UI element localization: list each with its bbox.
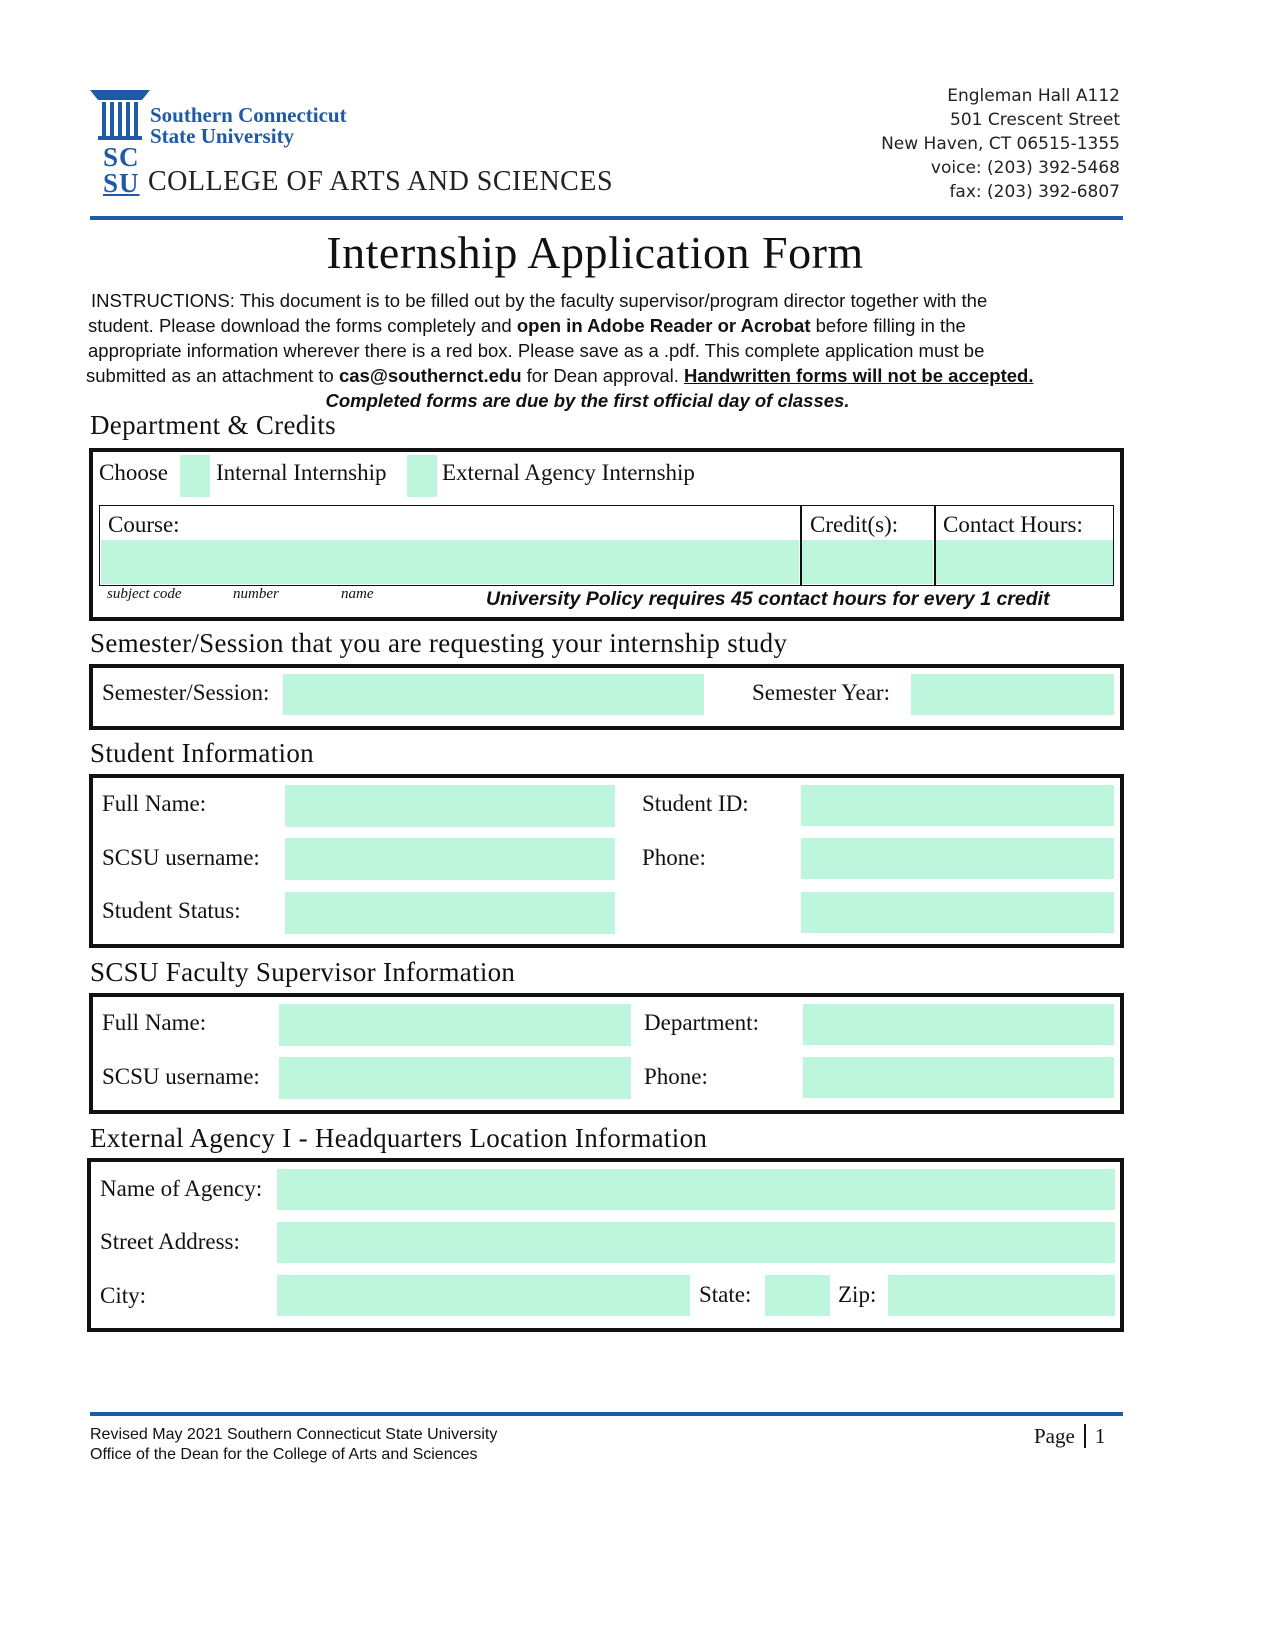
external-internship-label: External Agency Internship bbox=[442, 460, 695, 485]
subject-code-hint: subject code bbox=[107, 586, 182, 602]
section-heading-department: Department & Credits bbox=[90, 410, 336, 440]
college-name: COLLEGE OF ARTS AND SCIENCES bbox=[148, 166, 614, 197]
agency-street-label: Street Address: bbox=[100, 1229, 240, 1254]
faculty-full-name-label: Full Name: bbox=[102, 1010, 207, 1035]
agency-state-label: State: bbox=[699, 1282, 752, 1307]
faculty-phone-input[interactable] bbox=[803, 1057, 1114, 1098]
agency-city-input[interactable] bbox=[277, 1275, 690, 1316]
instructions-text: submitted as an attachment to bbox=[86, 365, 339, 386]
instructions-text: for Dean approval. bbox=[521, 365, 684, 386]
instructions-text: student. Please download the forms completely and bbox=[88, 315, 517, 336]
student-full-name-input[interactable] bbox=[285, 785, 615, 827]
student-username-input[interactable] bbox=[285, 838, 615, 880]
agency-zip-label: Zip: bbox=[838, 1282, 877, 1307]
logo-letters-bottom: SU bbox=[103, 168, 140, 198]
credits-input[interactable] bbox=[802, 540, 933, 584]
page-number: 1 bbox=[1094, 1424, 1106, 1448]
student-id-input[interactable] bbox=[801, 785, 1114, 826]
faculty-phone-label: Phone: bbox=[644, 1064, 708, 1089]
agency-state-input[interactable] bbox=[765, 1275, 830, 1316]
footer-divider bbox=[90, 1412, 1123, 1416]
credits-label: Credit(s): bbox=[810, 512, 899, 537]
address-line-building: Engleman Hall A112 bbox=[947, 86, 1120, 106]
student-phone-input[interactable] bbox=[801, 838, 1114, 879]
instructions-emphasis: open in Adobe Reader or Acrobat bbox=[516, 315, 811, 336]
student-phone-label: Phone: bbox=[642, 845, 706, 870]
choose-label: Choose bbox=[99, 460, 168, 485]
instructions-line1: INSTRUCTIONS: This document is to be filled out by the faculty supervisor/program director together with the bbox=[91, 290, 988, 311]
university-name-line2: State University bbox=[150, 124, 295, 148]
contact-hours-input[interactable] bbox=[936, 540, 1113, 584]
course-input[interactable] bbox=[101, 540, 799, 584]
contact-hours-label: Contact Hours: bbox=[943, 512, 1083, 537]
university-name-line1: Southern Connecticut bbox=[150, 103, 347, 127]
section-heading-faculty: SCSU Faculty Supervisor Information bbox=[90, 957, 516, 987]
number-hint: number bbox=[233, 586, 279, 602]
page-indicator bbox=[1034, 1424, 1105, 1449]
faculty-username-input[interactable] bbox=[279, 1057, 631, 1099]
faculty-department-input[interactable] bbox=[803, 1004, 1114, 1045]
handwritten-warning: Handwritten forms will not be accepted. bbox=[684, 365, 1034, 386]
agency-name-label: Name of Agency: bbox=[100, 1176, 263, 1201]
course-label: Course: bbox=[108, 512, 180, 537]
instructions-line4 bbox=[86, 365, 1034, 387]
instructions-line2 bbox=[88, 315, 966, 337]
semester-session-input[interactable] bbox=[283, 674, 704, 715]
student-full-name-label: Full Name: bbox=[102, 791, 207, 816]
semester-session-label: Semester/Session: bbox=[102, 680, 270, 705]
student-extra-input[interactable] bbox=[801, 892, 1114, 933]
semester-year-input[interactable] bbox=[911, 674, 1114, 715]
faculty-department-label: Department: bbox=[644, 1010, 759, 1035]
internal-internship-checkbox[interactable] bbox=[180, 455, 210, 497]
dean-email-link[interactable]: cas@southernct.edu bbox=[338, 365, 522, 386]
external-internship-checkbox[interactable] bbox=[407, 455, 437, 497]
section-heading-semester: Semester/Session that you are requesting your internship study bbox=[90, 628, 788, 658]
internal-internship-label: Internal Internship bbox=[216, 460, 387, 485]
address-line-city: New Haven, CT 06515-1355 bbox=[881, 134, 1120, 154]
page-title: Internship Application Form bbox=[326, 227, 864, 278]
semester-year-label: Semester Year: bbox=[752, 680, 890, 705]
due-date-note: Completed forms are due by the first official day of classes. bbox=[325, 390, 850, 411]
student-id-label: Student ID: bbox=[642, 791, 749, 816]
name-hint: name bbox=[341, 586, 374, 602]
address-line-street: 501 Crescent Street bbox=[950, 110, 1120, 130]
section-heading-student: Student Information bbox=[90, 738, 314, 768]
logo-letters-top: SC bbox=[103, 142, 140, 172]
agency-street-input[interactable] bbox=[277, 1222, 1115, 1263]
student-username-label: SCSU username: bbox=[102, 845, 260, 870]
agency-name-input[interactable] bbox=[277, 1169, 1115, 1210]
instructions-text: before filling in the bbox=[810, 315, 966, 336]
page-separator bbox=[1084, 1424, 1086, 1448]
faculty-full-name-input[interactable] bbox=[279, 1004, 631, 1046]
address-line-fax: fax: (203) 392-6807 bbox=[949, 182, 1120, 202]
footer-revision: Revised May 2021 Southern Connecticut State University bbox=[90, 1426, 498, 1443]
address-line-voice: voice: (203) 392-5468 bbox=[930, 158, 1120, 178]
agency-city-label: City: bbox=[100, 1283, 147, 1308]
agency-zip-input[interactable] bbox=[888, 1275, 1115, 1316]
section-heading-agency: External Agency I - Headquarters Location Information bbox=[90, 1123, 708, 1153]
student-status-label: Student Status: bbox=[102, 898, 241, 923]
page-label: Page bbox=[1034, 1424, 1075, 1448]
credit-policy-note: University Policy requires 45 contact hours for every 1 credit bbox=[486, 588, 1050, 610]
faculty-username-label: SCSU username: bbox=[102, 1064, 260, 1089]
student-status-input[interactable] bbox=[285, 892, 615, 934]
footer-office: Office of the Dean for the College of Arts and Sciences bbox=[90, 1446, 478, 1463]
header-divider bbox=[90, 216, 1123, 220]
instructions-line3: appropriate information wherever there is a red box. Please save as a .pdf. This complete application must be bbox=[88, 340, 985, 361]
